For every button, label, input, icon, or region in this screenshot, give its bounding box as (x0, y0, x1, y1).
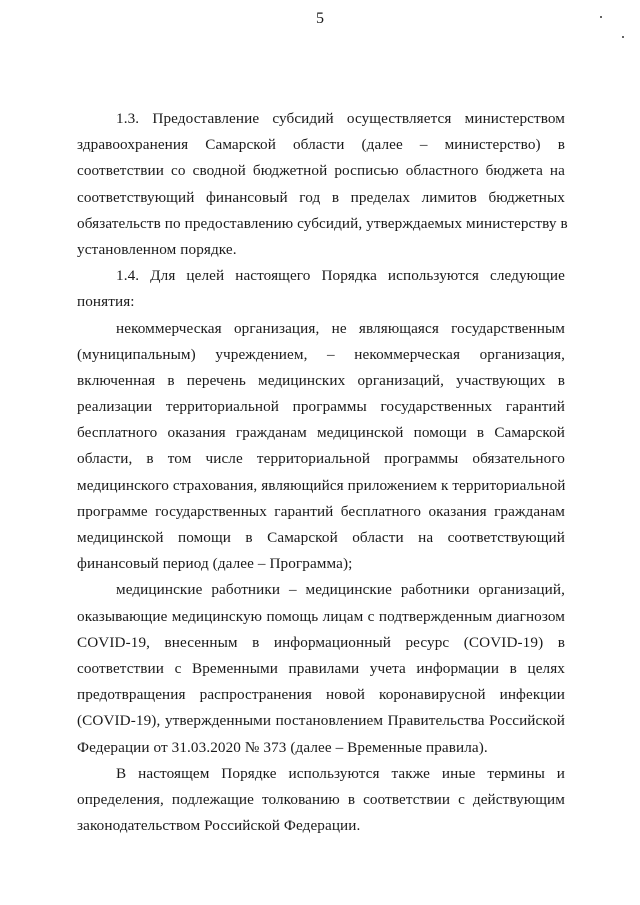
text-line: здравоохранения Самарской области (далее – министерство) в (77, 136, 565, 154)
text-line: реализации территориальной программы государственных гарантий (77, 398, 565, 416)
text-line: включенная в перечень медицинских организаций, участвующих в (77, 371, 565, 389)
text-line: медицинской помощи в Самарской области на соответствующий (77, 529, 565, 546)
text-line: медицинского страхования, являющийся приложением к территориальной (77, 476, 566, 494)
text-line: (муниципальным) учреждением, – некоммерческая организация, (77, 345, 565, 363)
text-line: 1.3. Предоставление субсидий осуществляется министерством (116, 110, 565, 127)
text-line: В настоящем Порядке используются также иные термины и (116, 764, 565, 782)
text-line: обязательств по предоставлению субсидий, утверждаемых министерству в (77, 214, 568, 232)
text-line: медицинские работники – медицинские работники организаций, (116, 581, 565, 599)
text-line: соответствии со сводной бюджетной росписью областного бюджета на (77, 162, 565, 180)
text-line: Федерации от 31.03.2020 № 373 (далее – Временные правила). (77, 738, 488, 756)
scan-speck (600, 16, 602, 18)
page-number: 5 (316, 10, 324, 27)
document-body (77, 106, 568, 839)
text-line: соответствующий финансовый год в пределах лимитов бюджетных (77, 188, 565, 206)
text-line: соответствии с Временными правилами учета информации в целях (77, 659, 565, 677)
paragraph-other-terms (77, 761, 565, 840)
paragraph-medical-workers-definition (77, 577, 565, 760)
text-line: понятия: (77, 293, 135, 311)
text-line: финансовый период (далее – Программа); (77, 555, 353, 573)
text-line: программе государственных гарантий бесплатного оказания гражданам (77, 502, 565, 520)
text-line: предотвращения распространения новой коронавирусной инфекции (77, 686, 565, 704)
text-line: COVID-19, внесенным в информационный ресурс (COVID-19) в (77, 633, 565, 651)
text-line: законодательством Российской Федерации. (77, 817, 361, 835)
paragraph-1-3 (77, 106, 568, 263)
text-line: определения, подлежащие толкованию в соответствии с действующим (77, 790, 565, 808)
text-line: оказывающие медицинскую помощь лицам с подтвержденным диагнозом (77, 607, 565, 625)
paragraph-1-4 (77, 263, 565, 315)
paragraph-nko-definition (77, 316, 565, 578)
text-line: области, в том числе территориальной программы обязательного (77, 450, 565, 468)
text-line: некоммерческая организация, не являющаяся государственным (116, 319, 565, 337)
text-line: бесплатного оказания гражданам медицинской помощи в Самарской (77, 424, 565, 442)
text-line: 1.4. Для целей настоящего Порядка используются следующие (116, 267, 565, 285)
text-line: установленном порядке. (77, 240, 237, 258)
scan-speck (622, 36, 624, 38)
text-line: (COVID-19), утвержденными постановлением Правительства Российской (77, 712, 565, 730)
